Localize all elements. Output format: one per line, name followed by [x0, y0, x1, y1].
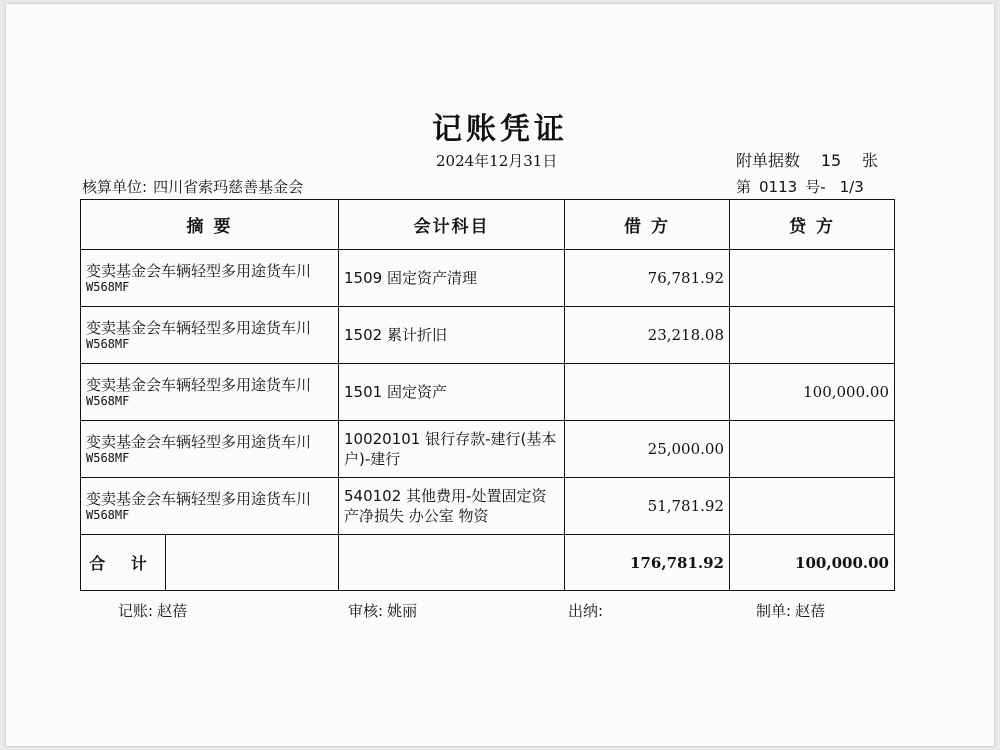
bookkeeper-label: 记账: [118, 602, 154, 620]
summary-code: W568MF [86, 337, 130, 351]
number-prefix: 第 [736, 178, 752, 196]
attachment-count: 15 [820, 151, 842, 170]
preparer-name: 赵蓓 [795, 602, 826, 620]
total-label-cell [81, 535, 339, 591]
table-row [81, 307, 895, 364]
credit-cell [730, 250, 895, 307]
reviewer-signature [348, 600, 417, 621]
summary-text: 变卖基金会车辆轻型多用途货车川 [86, 490, 312, 508]
total-subject-cell [339, 535, 565, 591]
subject-cell: 10020101 银行存款-建行(基本户)-建行 [339, 421, 565, 478]
summary-text: 变卖基金会车辆轻型多用途货车川 [86, 262, 312, 280]
debit-cell: 51,781.92 [565, 478, 730, 535]
credit-cell [730, 478, 895, 535]
total-blank [166, 535, 338, 590]
attachment-unit: 张 [862, 151, 879, 170]
summary-cell [81, 421, 339, 478]
summary-code: W568MF [86, 451, 130, 465]
bookkeeper-name: 赵蓓 [157, 602, 188, 620]
table-header-row [81, 200, 895, 250]
summary-cell [81, 364, 339, 421]
total-label: 合 计 [81, 535, 166, 590]
header-debit: 借 方 [565, 200, 730, 250]
header-subject: 会计科目 [339, 200, 565, 250]
subject-cell: 540102 其他费用-处置固定资产净损失 办公室 物资 [339, 478, 565, 535]
credit-cell: 100,000.00 [730, 364, 895, 421]
header-credit: 贷 方 [730, 200, 895, 250]
accounting-unit [82, 176, 303, 197]
header-summary: 摘 要 [81, 200, 339, 250]
total-row [81, 535, 895, 591]
reviewer-label: 审核: [348, 602, 384, 620]
subject-cell: 1509 固定资产清理 [339, 250, 565, 307]
voucher-title: 记账凭证 [432, 112, 568, 147]
subject-cell: 1501 固定资产 [339, 364, 565, 421]
debit-cell: 25,000.00 [565, 421, 730, 478]
summary-code: W568MF [86, 280, 130, 294]
debit-cell: 76,781.92 [565, 250, 730, 307]
number-suffix: 号- [805, 178, 826, 196]
cashier-signature [568, 600, 607, 621]
voucher-table [80, 199, 895, 591]
total-debit: 176,781.92 [565, 535, 730, 591]
voucher-date: 2024年12月31日 [436, 152, 558, 170]
table-row [81, 364, 895, 421]
cashier-label: 出纳: [568, 602, 604, 620]
preparer-label: 制单: [756, 602, 792, 620]
number-value: 0113 [759, 178, 798, 196]
preparer-signature [756, 600, 825, 621]
unit-name: 四川省索玛慈善基金会 [153, 178, 304, 196]
summary-text: 变卖基金会车辆轻型多用途货车川 [86, 319, 312, 337]
summary-cell [81, 478, 339, 535]
summary-code: W568MF [86, 394, 130, 408]
total-credit: 100,000.00 [730, 535, 895, 591]
summary-text: 变卖基金会车辆轻型多用途货车川 [86, 376, 312, 394]
voucher-number [736, 176, 872, 197]
summary-cell [81, 250, 339, 307]
credit-cell [730, 421, 895, 478]
table-row [81, 421, 895, 478]
table-row [81, 478, 895, 535]
debit-cell: 23,218.08 [565, 307, 730, 364]
debit-cell [565, 364, 730, 421]
unit-label: 核算单位: [82, 178, 148, 196]
page-indicator: 1/3 [839, 178, 864, 196]
attachment-label: 附单据数 [736, 151, 801, 170]
attachment-info [736, 148, 878, 171]
subject-cell: 1502 累计折旧 [339, 307, 565, 364]
summary-cell [81, 307, 339, 364]
table-row [81, 250, 895, 307]
credit-cell [730, 307, 895, 364]
summary-code: W568MF [86, 508, 130, 522]
reviewer-name: 姚丽 [387, 602, 418, 620]
summary-text: 变卖基金会车辆轻型多用途货车川 [86, 433, 312, 451]
bookkeeper-signature [118, 600, 187, 621]
